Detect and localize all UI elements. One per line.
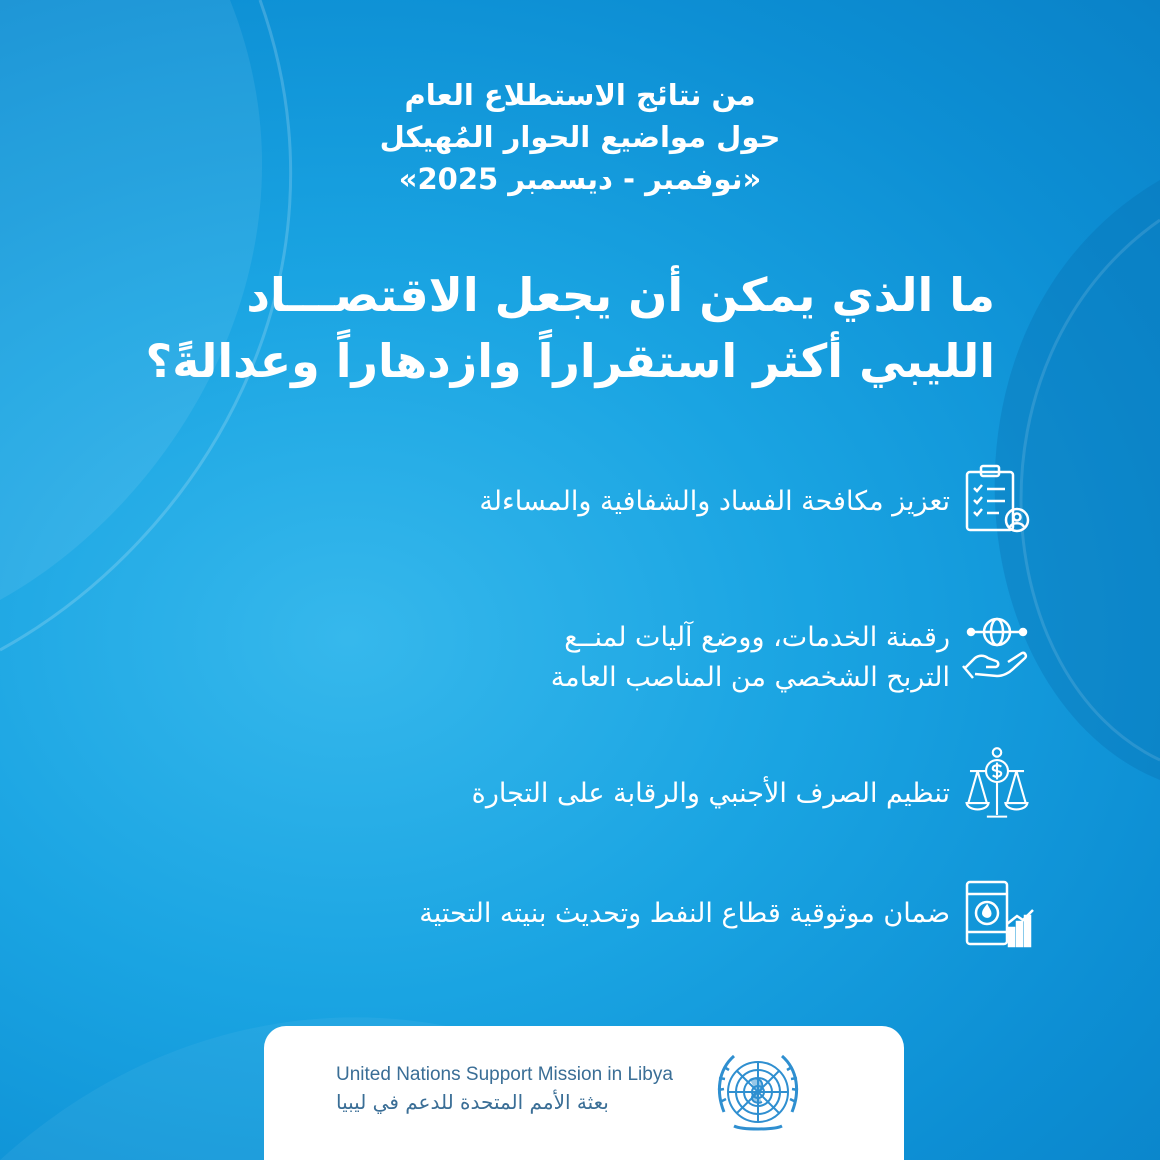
item-text [419, 894, 950, 934]
list-item-digitization [551, 618, 950, 698]
question-line-2: الليبي أكثر استقراراً وازدهاراً وعدالةً؟ [145, 334, 995, 388]
survey-header [0, 74, 1160, 200]
list-item-foreign-exchange [472, 774, 950, 814]
item-line: تنظيم الصرف الأجنبي والرقابة على التجارة [471, 778, 950, 809]
item-text [551, 618, 950, 698]
clipboard-checklist-icon [959, 462, 1035, 538]
item-line: ضمان موثوقية قطاع النفط وتحديث بنيته التحتية [419, 898, 950, 929]
item-line: رقمنة الخدمات، ووضع آليات لمنــع [564, 622, 950, 653]
org-name-english: United Nations Support Mission in Libya [336, 1064, 673, 1085]
header-line-1: من نتائج الاستطلاع العام [404, 78, 756, 112]
header-line-2: حول مواضيع الحوار المُهيكل [379, 120, 781, 154]
oil-barrel-chart-icon [959, 876, 1035, 952]
item-line: تعزيز مكافحة الفساد والشفافية والمساءلة [479, 486, 950, 517]
header-line-3: «نوفمبر - ديسمبر 2025» [398, 162, 762, 196]
question-line-1: ما الذي يمكن أن يجعل الاقتصـــاد [246, 268, 995, 322]
item-text [472, 774, 950, 814]
globe-in-hand-icon [959, 614, 1035, 690]
main-question [135, 262, 995, 394]
list-item-anti-corruption [479, 482, 950, 522]
org-name-arabic: بعثة الأمم المتحدة للدعم في ليبيا [336, 1090, 609, 1114]
item-line: التربح الشخصي من المناصب العامة [550, 662, 950, 693]
item-text [479, 482, 950, 522]
un-emblem-icon [708, 1042, 808, 1142]
footer-card [264, 1026, 904, 1160]
currency-scale-icon [959, 744, 1035, 820]
list-item-oil-sector [419, 894, 950, 934]
